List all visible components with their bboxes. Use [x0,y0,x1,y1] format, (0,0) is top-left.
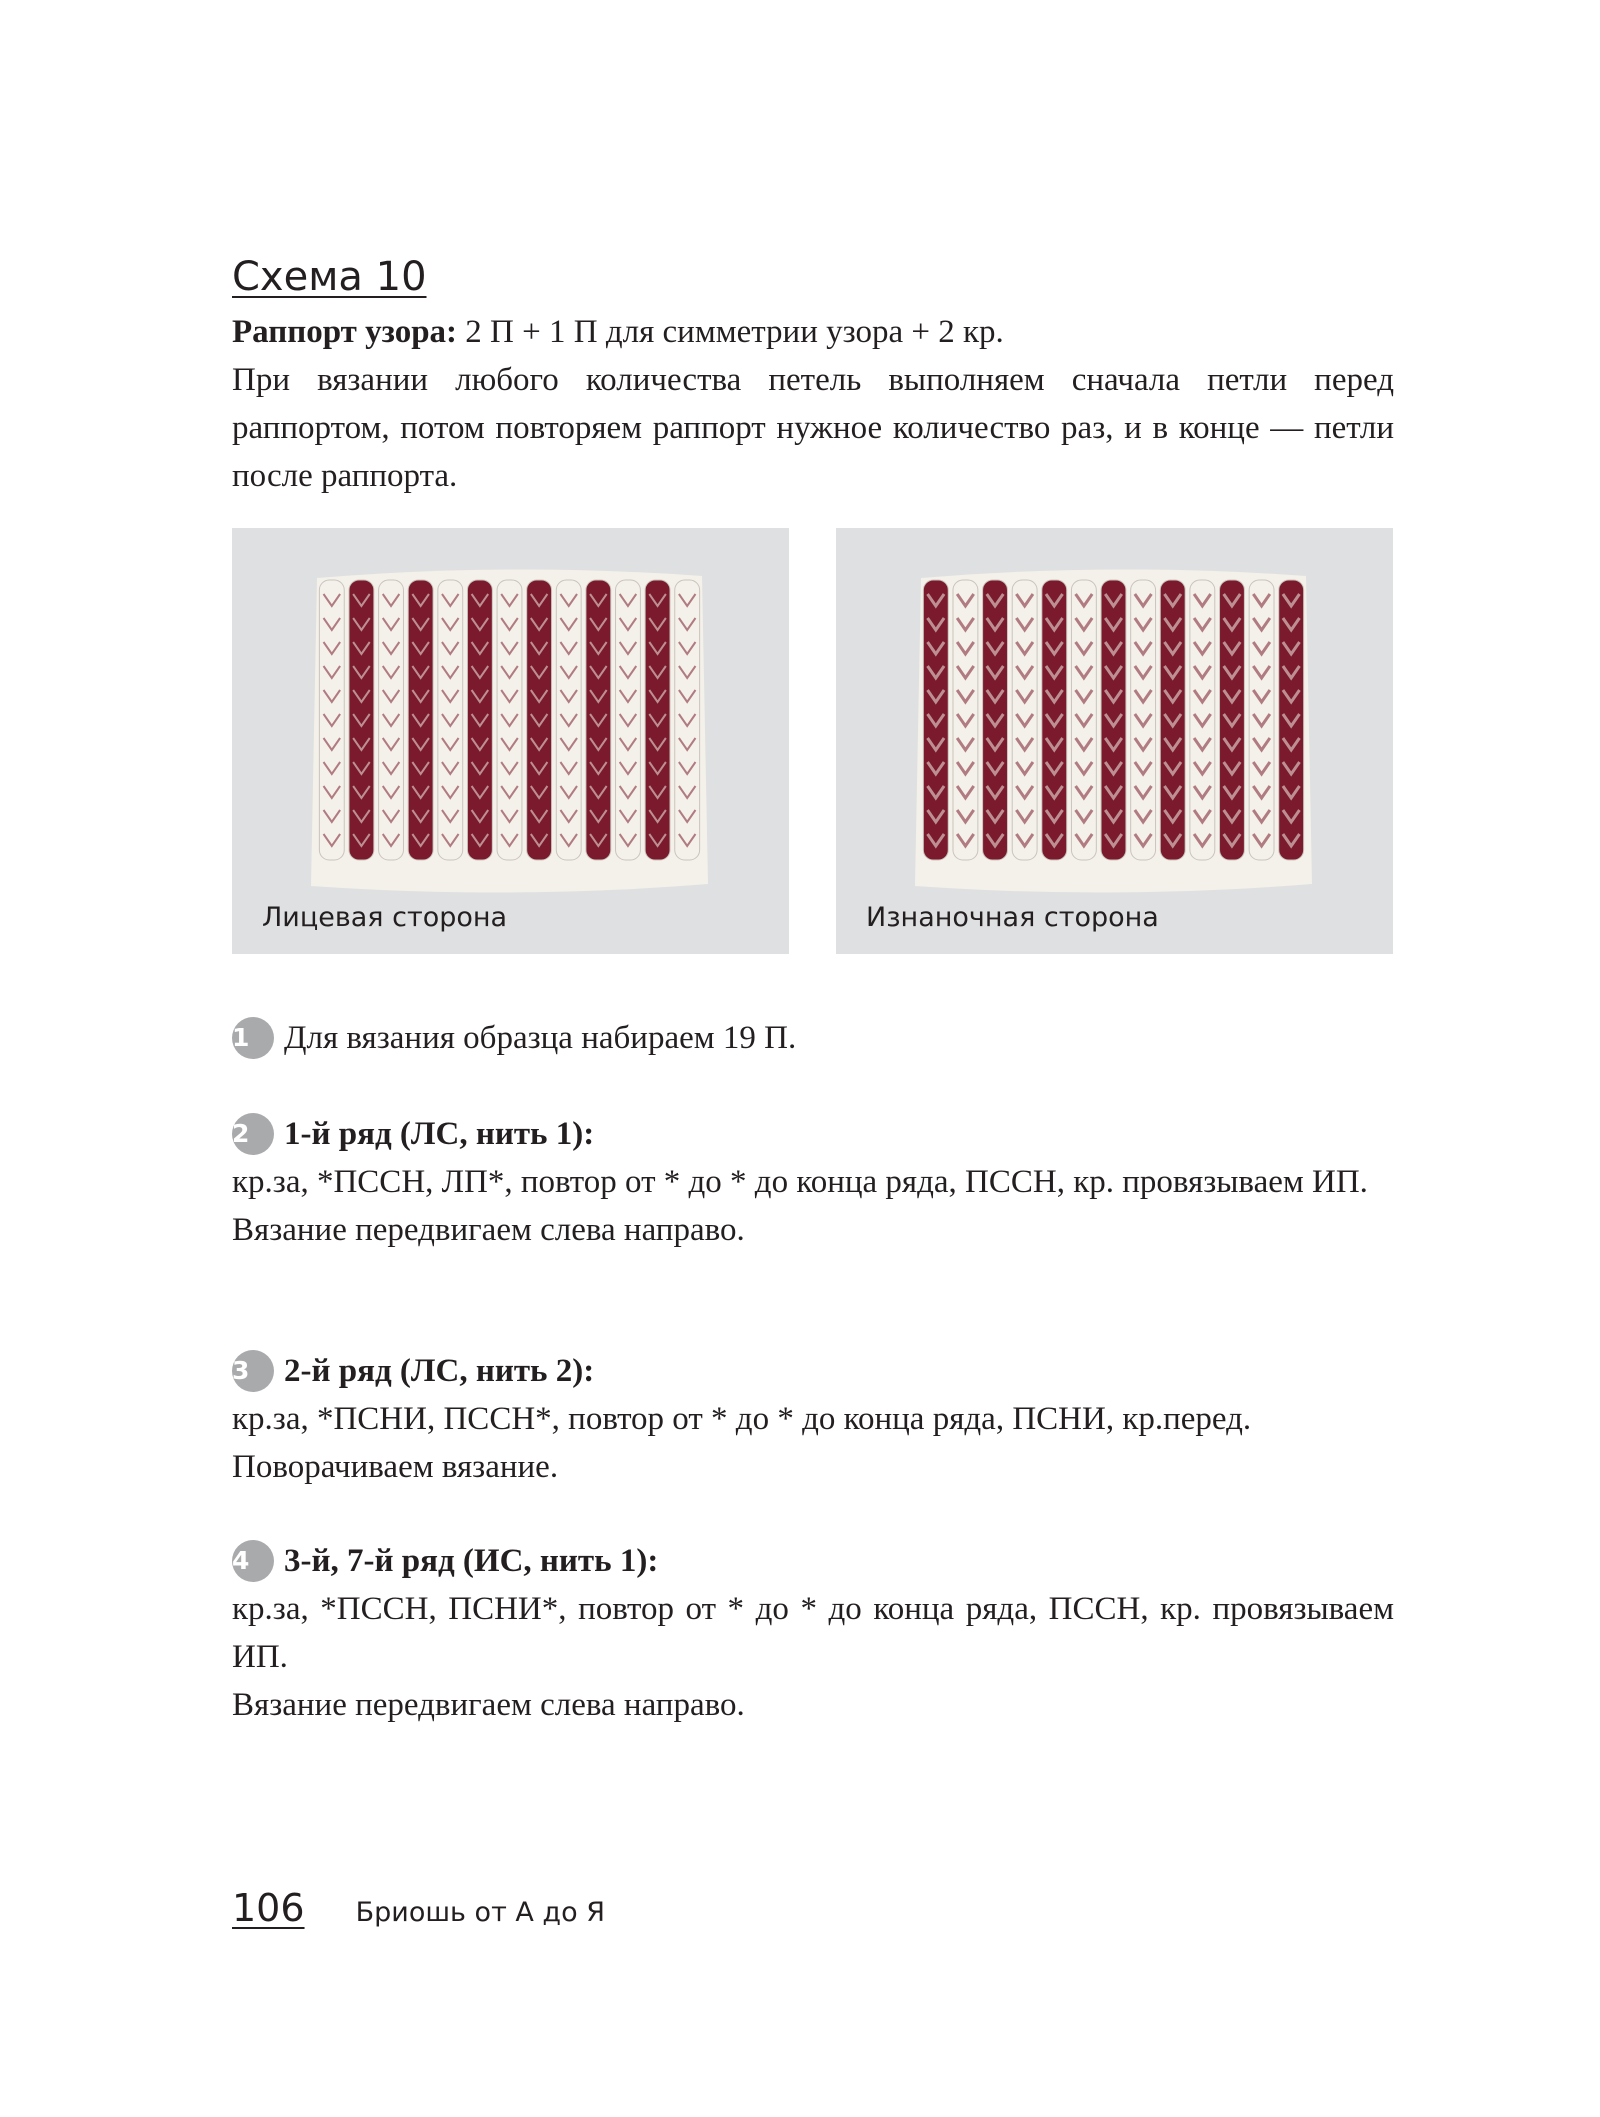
swatch-rib [1190,580,1215,860]
step-2 [232,1110,1394,1254]
step-3 [232,1347,1394,1491]
swatch-rib [319,580,344,860]
step-1-line [232,1014,1394,1062]
step-4 [232,1537,1394,1729]
step-4-note: Вязание передвигаем слева направо. [232,1687,745,1723]
swatch-rib [438,580,463,860]
step-number-badge: 1 [232,1017,274,1059]
step-2-note: Вязание передвигаем слева направо. [232,1212,745,1248]
back-side-caption: Изнаночная сторона [866,902,1159,933]
swatch-rib [675,580,700,860]
swatch-rib [1131,580,1156,860]
page-footer [232,1886,605,1930]
step-2-instruction: кр.за, *ПССН, ЛП*, повтор от * до * до конца ряда, ПССН, кр. провязываем ИП. [232,1164,1368,1200]
swatch-rib [349,580,374,860]
swatch-rib [408,580,433,860]
swatch-rib [1071,580,1096,860]
swatch-rib [556,580,581,860]
swatch-rib [1042,580,1067,860]
knit-swatch-front [232,528,789,954]
swatch-rib [1012,580,1037,860]
step-4-heading [232,1537,1394,1585]
front-side-photo [232,528,789,954]
step-1-text: Для вязания образца набираем 19 П. [284,1020,797,1056]
intro-paragraph: При вязании любого количества петель выполняем сначала петли перед раппортом, потом повторяем раппорт нужное количество раз, и в конце — петли после раппорта. [232,362,1394,494]
swatch-rib [1160,580,1185,860]
swatch-rib [527,580,552,860]
swatch-rib [1101,580,1126,860]
swatch-rib [1220,580,1245,860]
page-title: Схема 10 [232,254,427,300]
step-2-head-text: 1-й ряд (ЛС, нить 1): [284,1116,595,1152]
swatch-rib [467,580,492,860]
swatch-rib [497,580,522,860]
back-side-photo [836,528,1393,954]
step-3-note: Поворачиваем вязание. [232,1449,559,1485]
book-title: Бриошь от А до Я [355,1897,605,1928]
swatch-rib [586,580,611,860]
swatch-rib [983,580,1008,860]
swatch-rib [923,580,948,860]
page-number: 106 [232,1886,305,1930]
swatch-rib [1249,580,1274,860]
step-4-instruction: кр.за, *ПССН, ПСНИ*, повтор от * до * до конца ряда, ПССН, кр. провязываем ИП. [232,1591,1394,1675]
swatch-rib [379,580,404,860]
step-number-badge: 2 [232,1113,274,1155]
step-number-badge: 4 [232,1540,274,1582]
step-3-head-text: 2-й ряд (ЛС, нить 2): [284,1353,595,1389]
swatch-rib [1279,580,1304,860]
knit-swatch-back [836,528,1393,954]
step-3-heading [232,1347,1394,1395]
swatch-rib [645,580,670,860]
rapport-label: Раппорт узора: [232,314,458,350]
front-side-caption: Лицевая сторона [262,902,508,933]
step-number-badge: 3 [232,1350,274,1392]
intro-block [232,308,1394,500]
step-3-instruction: кр.за, *ПСНИ, ПССН*, повтор от * до * до конца ряда, ПСНИ, кр.перед. [232,1401,1252,1437]
swatch-rib [616,580,641,860]
rapport-text: 2 П + 1 П для симметрии узора + 2 кр. [457,314,1004,350]
swatch-rib [953,580,978,860]
rapport-line [232,308,1394,356]
step-2-heading [232,1110,1394,1158]
step-4-head-text: 3-й, 7-й ряд (ИС, нить 1): [284,1543,659,1579]
step-1 [232,1014,1394,1062]
